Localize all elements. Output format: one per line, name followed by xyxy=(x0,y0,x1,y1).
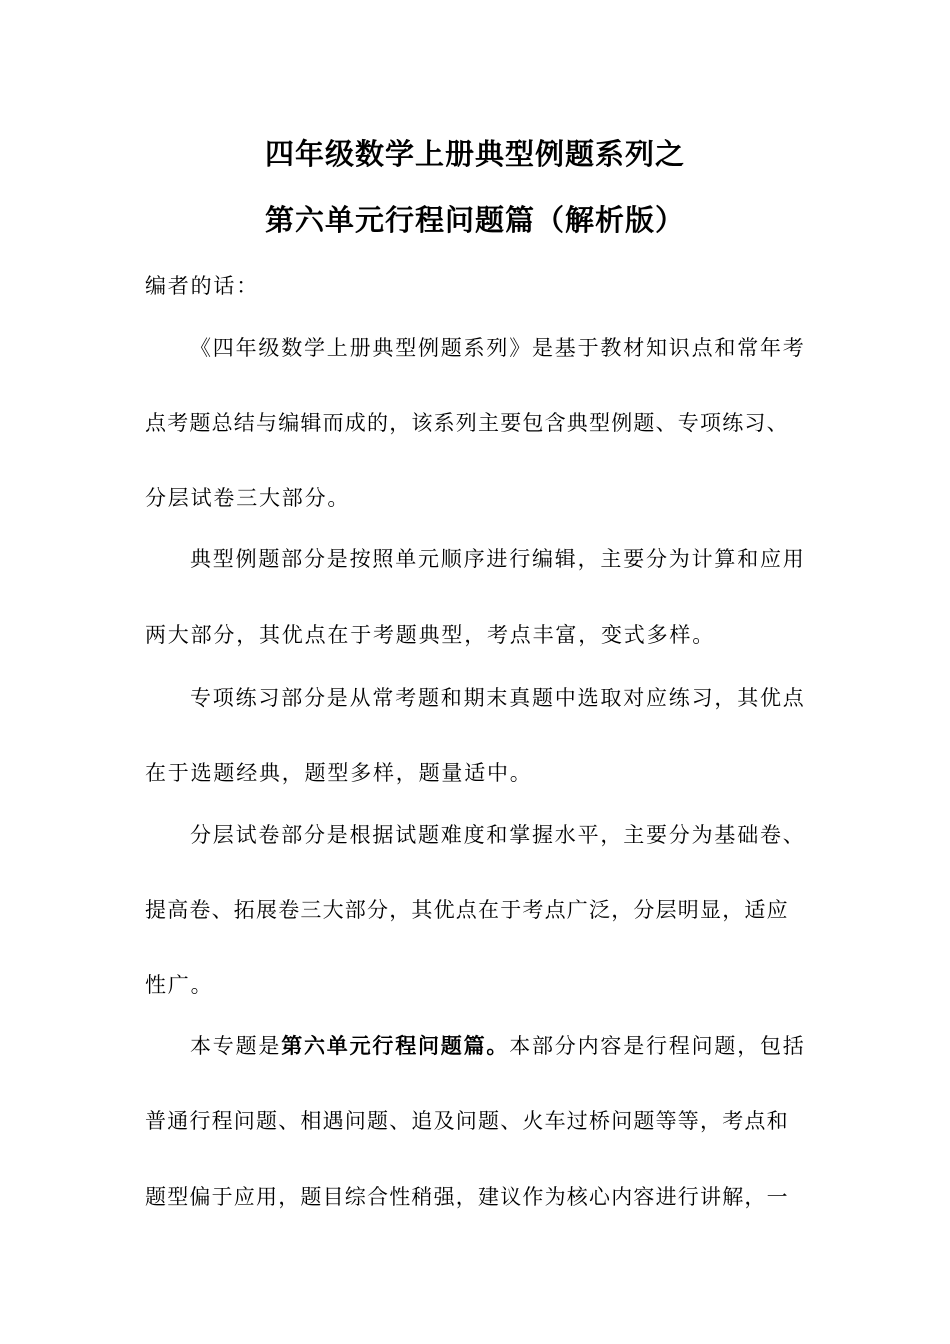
paragraph-line: 提高卷、拓展卷三大部分，其优点在于考点广泛，分层明显，适应 xyxy=(145,898,789,922)
paragraph-line: 题型偏于应用，题目综合性稍强，建议作为核心内容进行讲解，一 xyxy=(145,1185,789,1209)
paragraph-line: 典型例题部分是按照单元顺序进行编辑，主要分为计算和应用 xyxy=(190,547,806,571)
paragraph-line: 性广。 xyxy=(145,973,214,997)
paragraph-line: 专项练习部分是从常考题和期末真题中选取对应练习，其优点 xyxy=(190,686,806,710)
paragraph-line: 分层试卷三大部分。 xyxy=(145,486,351,510)
paragraph-line: 两大部分，其优点在于考题典型，考点丰富，变式多样。 xyxy=(145,623,715,647)
topic-prefix: 本专题是 xyxy=(190,1034,282,1058)
paragraph-line: 《四年级数学上册典型例题系列》是基于教材知识点和常年考 xyxy=(190,336,806,360)
topic-suffix: 本部分内容是行程问题，包括 xyxy=(509,1034,806,1058)
topic-bold: 第六单元行程问题篇。 xyxy=(281,1034,510,1058)
paragraph-line: 普通行程问题、相遇问题、追及问题、火车过桥问题等等，考点和 xyxy=(145,1109,789,1133)
paragraph-line: 在于选题经典，题型多样，题量适中。 xyxy=(145,761,533,785)
title-line-1: 四年级数学上册典型例题系列之 xyxy=(264,137,685,171)
topic-line xyxy=(190,1030,806,1060)
paragraph-line: 点考题总结与编辑而成的，该系列主要包含典型例题、专项练习、 xyxy=(145,411,789,435)
paragraph-line: 分层试卷部分是根据试题难度和掌握水平，主要分为基础卷、 xyxy=(190,823,806,847)
editor-label: 编者的话： xyxy=(145,274,259,298)
title-line-2: 第六单元行程问题篇（解析版） xyxy=(264,203,685,237)
